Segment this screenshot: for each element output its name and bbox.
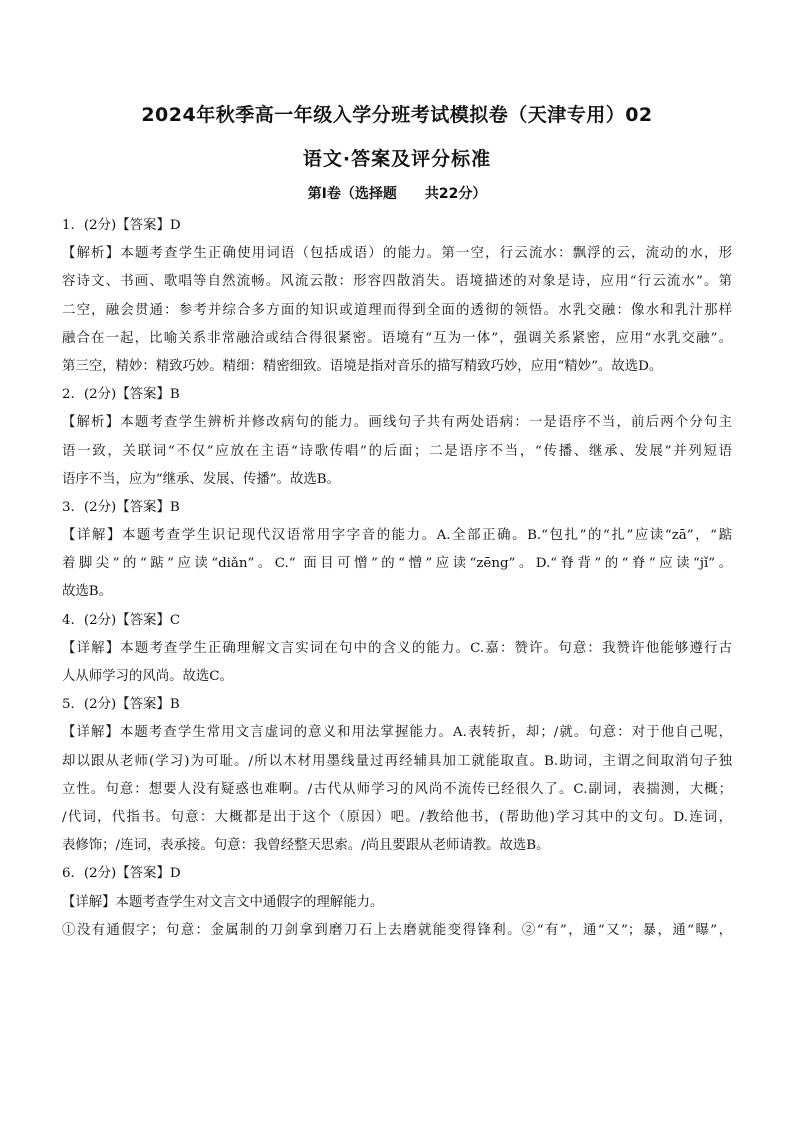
answer-content [62,212,732,945]
question-1-line: 容诗文、书画、歌唱等自然流畅。风流云散：形容四散消失。语境描述的对象是诗，应用“行云流水”。第 [62,274,732,290]
question-6-line: 【详解】本题考查学生对文言文中通假字的理解能力。 [62,894,384,910]
question-2-answer: 2．(2分)【答案】B [62,387,180,403]
question-3-answer: 3．(2分)【答案】B [62,499,180,515]
question-1-line: 【解析】本题考查学生正确使用词语（包括成语）的能力。第一空，行云流水：飘浮的云，流动的水，形 [62,246,732,262]
question-6-answer: 6．(2分)【答案】D [62,866,181,882]
question-1-line: 第三空，精妙：精致巧妙。精细：精密细致。语境是指对音乐的描写精致巧妙，应用“精妙”。故选D。 [62,358,663,374]
question-3-line: 着脚尖”的“踮”应读“diǎn”。C.“ 面目可憎”的“憎”应读“zēng”。D.“脊背”的“脊”应读“jǐ”。 [62,556,732,572]
question-5-line: 立性。句意：想要人没有疑惑也难啊。/古代从师学习的风尚不流传已经很久了。C.副词，表揣测，大概； [62,781,732,797]
question-2-line: 语一致，关联词“不仅”应放在主语“诗歌传唱”的后面；二是语序不当，“传播、继承、发展”并列短语 [62,443,732,459]
question-2-line: 语序不当，应为“继承、发展、传播”。故选B。 [62,471,340,487]
document-title: 2024年秋季高一年级入学分班考试模拟卷（天津专用）02 [141,104,653,126]
question-1-line: 二空，融会贯通：参考并综合多方面的知识或道理而得到全面的透彻的领悟。水乳交融：像水和乳汁那样 [62,302,732,318]
question-1-answer: 1．(2分)【答案】D [62,218,181,233]
question-4-line: 人从师学习的风尚。故选C。 [62,669,233,684]
question-5-line: 表修饰；/连词，表承接。句意：我曾经整天思索。/尚且要跟从老师请教。故选B。 [62,838,550,854]
question-3-line: 故选B。 [62,584,113,600]
section-heading: 第Ⅰ卷（选择题 共22分） [307,186,487,202]
question-4-line: 【详解】本题考查学生正确理解文言实词在句中的含义的能力。C.嘉：赞许。句意：我赞许他能够遵行古 [62,640,732,656]
document-subtitle: 语文·答案及评分标准 [302,148,492,170]
question-5-line: 【详解】本题考查学生常用文言虚词的意义和用法掌握能力。A.表转折，却；/就。句意：对于他自己呢， [62,725,732,741]
question-1-line: 融合在一起，比喻关系非常融洽或结合得很紧密。语境有“互为一体”，强调关系紧密，应用“水乳交融”。 [62,330,732,346]
question-5-answer: 5．(2分)【答案】B [62,697,180,713]
question-5-line: /代词，代指书。句意：大概都是出于这个（原因）吧。/教给他书，(帮助他)学习其中的文句。D.连词， [62,809,732,825]
question-6-line: ①没有通假字；句意：金属制的刀剑拿到磨刀石上去磨就能变得锋利。②“有”，通“又”；暴，通“曝”， [62,922,732,938]
question-2-line: 【解析】本题考查学生辨析并修改病句的能力。画线句子共有两处语病：一是语序不当，前后两个分句主 [62,415,732,431]
question-4-answer: 4．(2分)【答案】C [62,612,181,628]
question-5-line: 却以跟从老师(学习)为可耻。/所以木材用墨线量过再经辅具加工就能取直。B.助词，主谓之间取消句子独 [62,753,732,769]
question-3-line: 【详解】本题考查学生识记现代汉语常用字字音的能力。A.全部正确。B.“包扎”的“扎”应读“zā”，“踮 [62,528,732,544]
